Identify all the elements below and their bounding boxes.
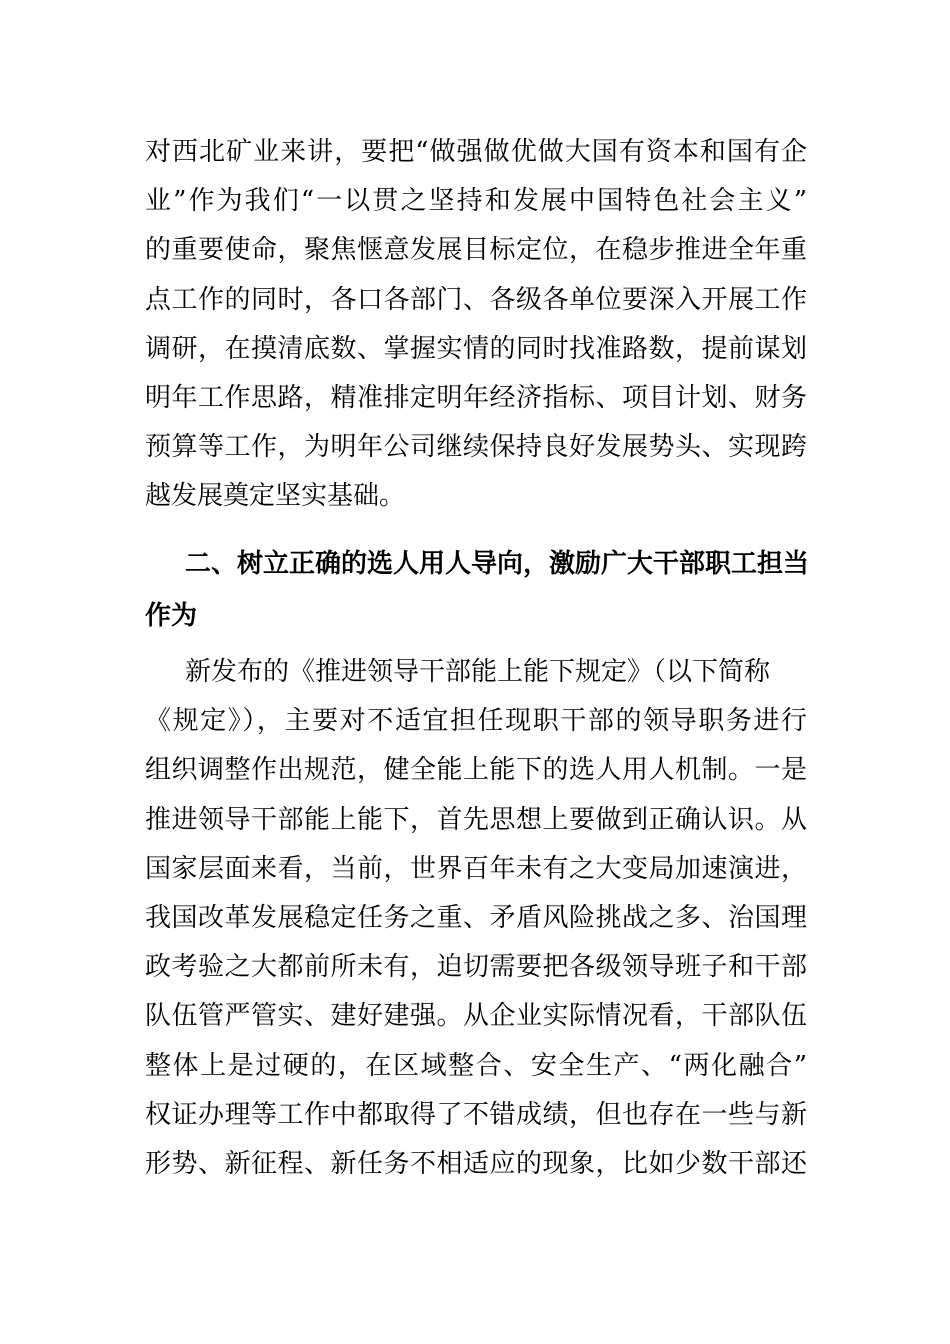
- text-line: 国家层面来看，当前，世界百年未有之大变局加速演进，: [145, 853, 807, 884]
- text-line: 推进领导干部能上能下，首先思想上要做到正确认识。从: [145, 804, 807, 835]
- text-line: 点工作的同时，各口各部门、各级各单位要深入开展工作: [145, 284, 807, 315]
- text-line: 形势、新征程、新任务不相适应的现象，比如少数干部还: [145, 1149, 807, 1180]
- section-heading: [145, 538, 810, 642]
- text-line: 预算等工作，为明年公司继续保持良好发展势头、实现跨: [145, 432, 807, 463]
- text-line: 政考验之大都前所未有，迫切需要把各级领导班子和干部: [145, 952, 807, 983]
- heading-line: 作为: [145, 601, 198, 631]
- text-line: 对西北矿业来讲，要把“做强做优做大国有资本和国有企: [145, 137, 807, 167]
- text-line: 业”作为我们“一以贯之坚持和发展中国特色社会主义”: [145, 186, 807, 217]
- text-line: 的重要使命，聚焦惬意发展目标定位，在稳步推进全年重: [145, 235, 807, 266]
- text-line: 组织调整作出规范，健全能上能下的选人用人机制。一是: [145, 755, 807, 786]
- text-line: 越发展奠定坚实基础。: [145, 481, 406, 512]
- text-line: 我国改革发展稳定任务之重、矛盾风险挑战之多、治国理: [145, 903, 807, 934]
- paragraph-regulation: [145, 648, 807, 1189]
- text-line: 明年工作思路，精准排定明年经济指标、项目计划、财务: [145, 383, 807, 414]
- text-line: 新发布的《推进领导干部能上能下规定》（以下简称: [185, 657, 771, 687]
- text-line: 队伍管严管实、建好建强。从企业实际情况看，干部队伍: [145, 1001, 807, 1032]
- text-line: 《规定》），主要对不适宜担任现职干部的领导职务进行: [145, 706, 807, 737]
- text-line: 整体上是过硬的，在区域整合、安全生产、“两化融合”: [145, 1050, 807, 1081]
- text-line: 权证办理等工作中都取得了不错成绩，但也存在一些与新: [145, 1099, 807, 1130]
- heading-line: 二、树立正确的选人用人导向，激励广大干部职工担当: [185, 549, 810, 579]
- paragraph-intro: [145, 128, 807, 522]
- text-line: 调研，在摸清底数、掌握实情的同时找准路数，提前谋划: [145, 333, 807, 364]
